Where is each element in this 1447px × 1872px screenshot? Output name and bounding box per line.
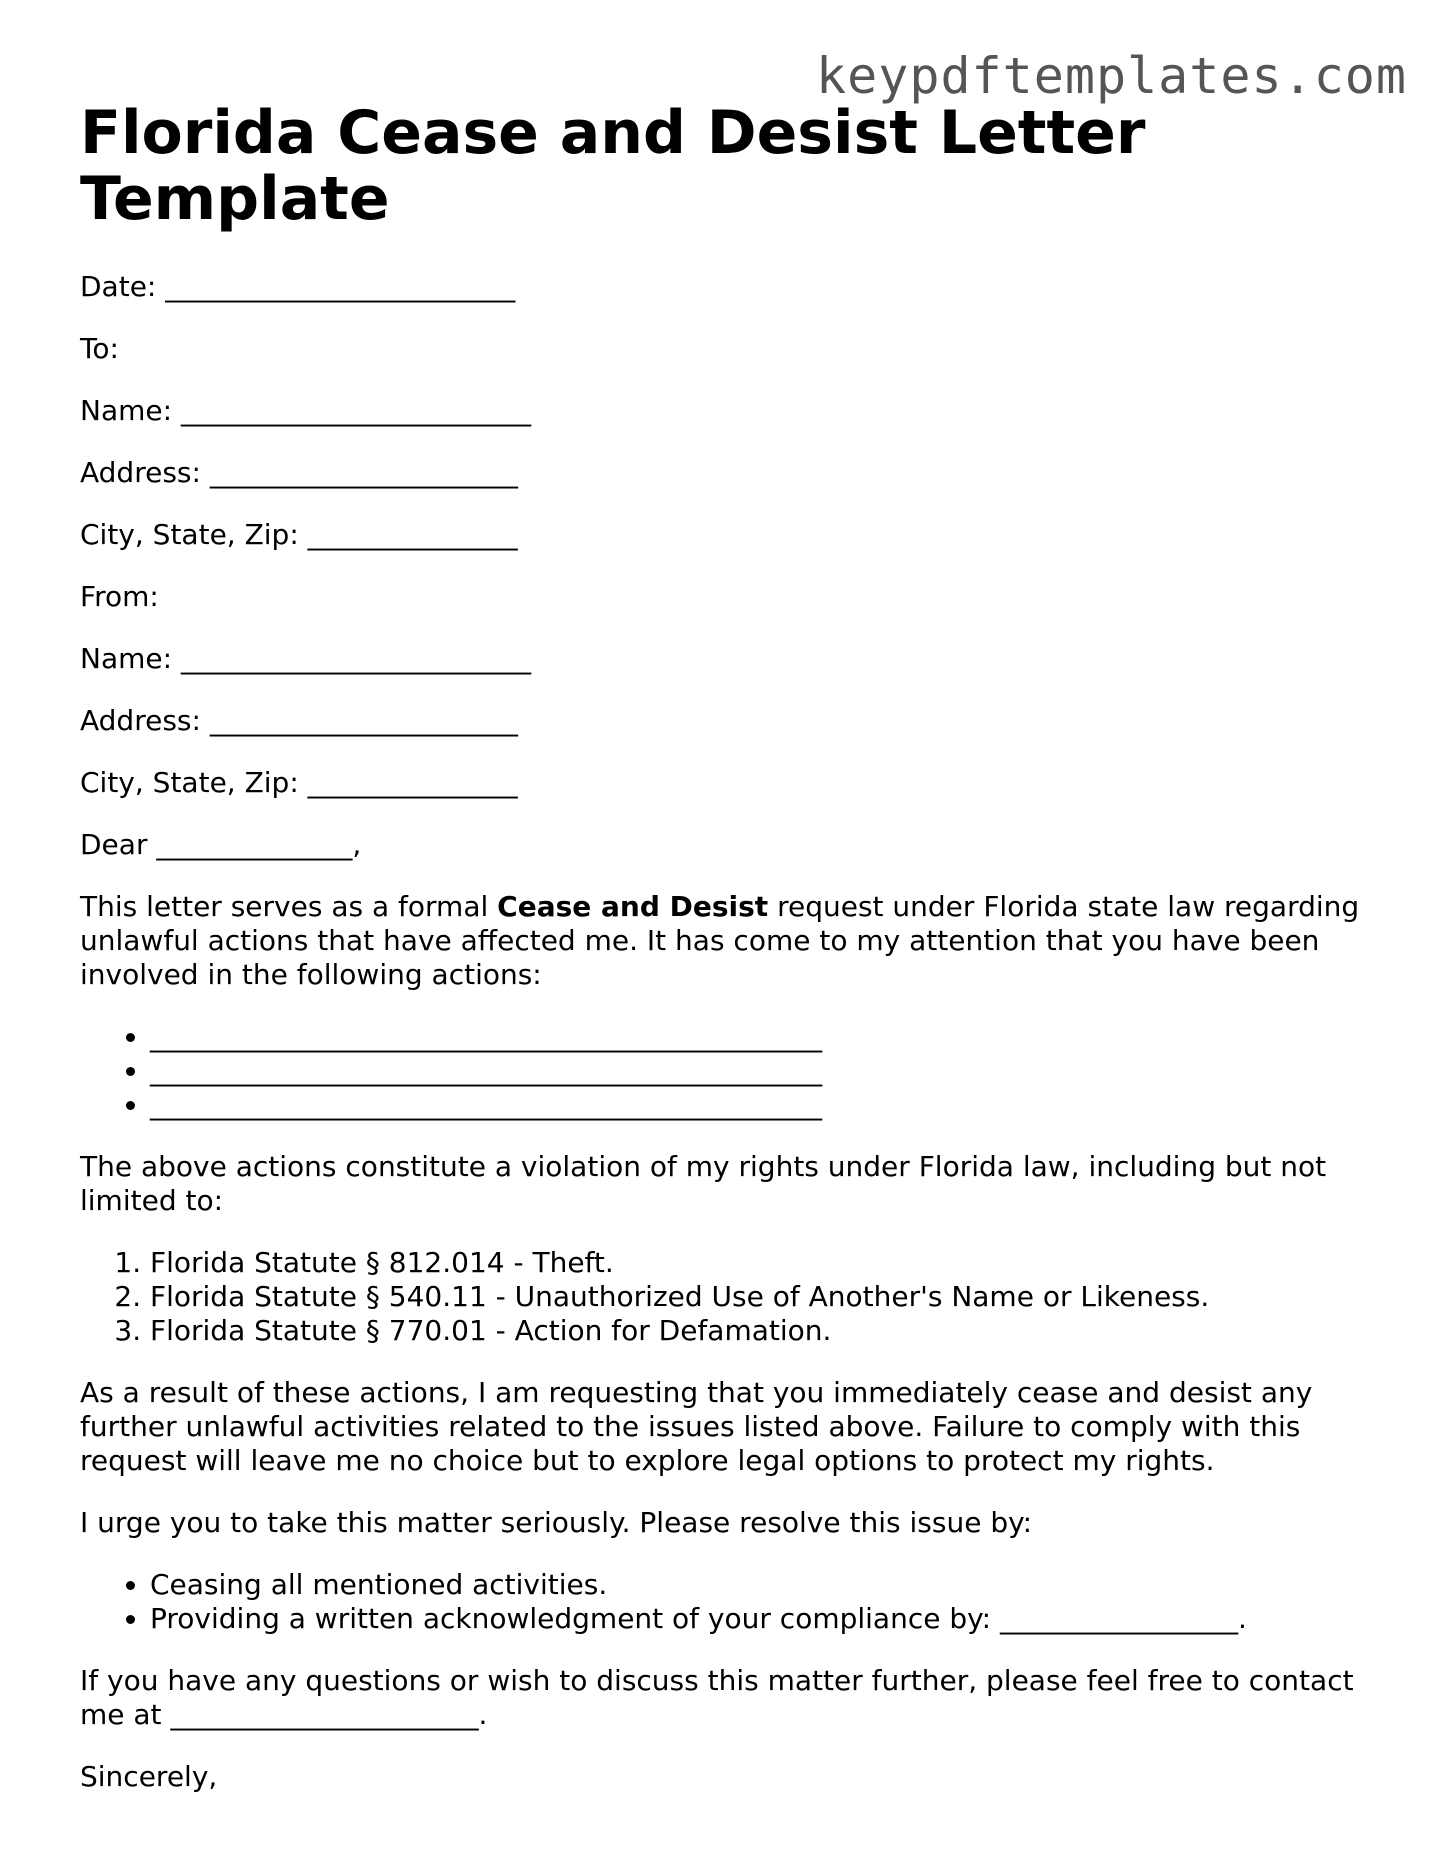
intro-paragraph (80, 890, 1370, 992)
to-city-field: City, State, Zip: _______________ (80, 518, 518, 551)
to-address-field: Address: ______________________ (80, 456, 518, 489)
salutation: Dear ______________, (80, 828, 362, 861)
violation-paragraph: The above actions constitute a violation of my rights under Florida law, including but not limited to: (80, 1150, 1327, 1217)
list-item: 1. Florida Statute § 812.014 - Theft. (150, 1246, 1370, 1280)
page-title: Florida Cease and Desist Letter Template (80, 98, 1146, 234)
list-item: • Providing a written acknowledgment of your compliance by: _________________. (150, 1602, 1370, 1636)
request-paragraph: As a result of these actions, I am requesting that you immediately cease and desist any further unlawful activities related to the issues listed above. Failure to comply with this request will leave me no choice but to explore legal options to protect my rights. (80, 1376, 1313, 1477)
intro-bold-term: Cease and Desist (497, 890, 769, 923)
list-item: • ________________________________________________ (150, 1054, 1370, 1088)
date-field: Date: _________________________ (80, 270, 516, 303)
from-address-field: Address: ______________________ (80, 704, 518, 737)
to-label: To: (80, 332, 119, 365)
contact-paragraph: If you have any questions or wish to discuss this matter further, please feel free to contact me at ______________________. (80, 1664, 1354, 1731)
resolutions-list (80, 1568, 1370, 1636)
list-item: 2. Florida Statute § 540.11 - Unauthorized Use of Another's Name or Likeness. (150, 1280, 1370, 1314)
to-name-field: Name: _________________________ (80, 394, 531, 427)
from-label: From: (80, 580, 159, 613)
list-item: • Ceasing all mentioned activities. (150, 1568, 1370, 1602)
list-item: • ________________________________________________ (150, 1020, 1370, 1054)
urge-paragraph: I urge you to take this matter seriously. Please resolve this issue by: (80, 1506, 1033, 1539)
closing: Sincerely, (80, 1760, 218, 1793)
list-item: • ________________________________________________ (150, 1088, 1370, 1122)
letter-page (80, 100, 1370, 1822)
intro-text-end: request under Florida state law regarding unlawful actions that have affected me. It has come to my attention that you have been involved in the following actions: (80, 890, 1360, 991)
watermark: keypdftemplates.com (816, 47, 1407, 105)
actions-list (80, 1020, 1370, 1122)
from-name-field: Name: _________________________ (80, 642, 531, 675)
intro-text-start: This letter serves as a formal (80, 890, 498, 923)
from-city-field: City, State, Zip: _______________ (80, 766, 518, 799)
statutes-list (80, 1246, 1370, 1348)
list-item: 3. Florida Statute § 770.01 - Action for Defamation. (150, 1314, 1370, 1348)
